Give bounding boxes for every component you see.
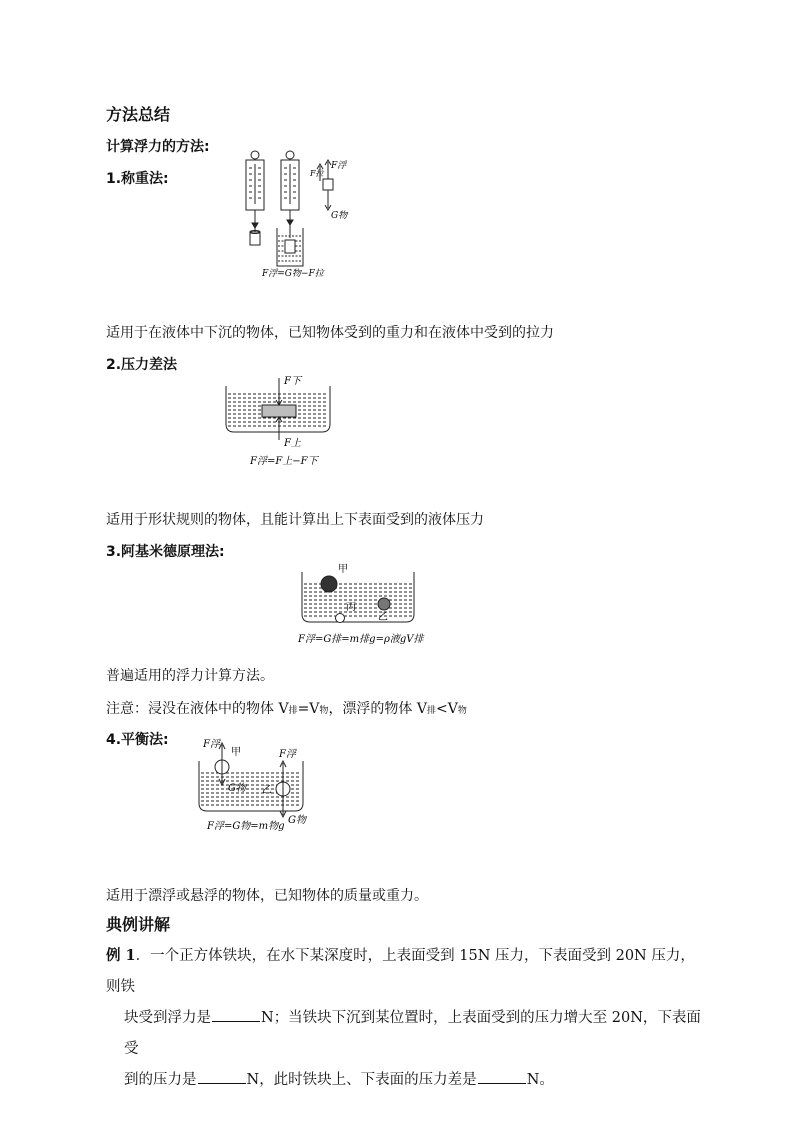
formula-weighing: F浮=G物−F拉 — [262, 269, 324, 279]
example-1-text-3c: N。 — [526, 1072, 554, 1088]
example-1-text-1: ．一个正方体铁块，在水下某深度时，上表面受到 15N 压力，下表面受到 20N 压力，则铁 — [106, 948, 695, 995]
equilibrium-diagram — [195, 733, 325, 838]
label-f-down: F下 — [284, 376, 301, 387]
label-ball-jia-2: 甲 — [231, 747, 241, 758]
attention-mid-3: <V — [436, 701, 458, 717]
formula-pressure-difference: F浮=F上−F下 — [250, 456, 318, 467]
spring-scale-1 — [246, 151, 264, 245]
answer-blank-3[interactable] — [478, 1069, 526, 1084]
weighing-method-diagram — [240, 148, 360, 288]
example-1 — [106, 940, 706, 1096]
answer-blank-1[interactable] — [212, 1007, 260, 1022]
label-ball-jia: 甲 — [338, 564, 348, 575]
subtitle: 计算浮力的方法: — [106, 139, 210, 155]
method-3-note: 普遍适用的浮力计算方法。 — [106, 668, 274, 684]
pressure-difference-diagram — [222, 372, 352, 472]
method-4-note: 适用于漂浮或悬浮的物体，已知物体的质量或重力。 — [106, 888, 428, 904]
spring-scale-2 — [277, 151, 303, 266]
example-1-text-3b: N，此时铁块上、下表面的压力差是 — [246, 1072, 477, 1088]
label-g-object-b: G物 — [288, 815, 306, 826]
method-1-label: 1.称重法: — [106, 171, 169, 187]
label-f-up: F上 — [284, 438, 301, 449]
archimedes-diagram — [296, 562, 436, 652]
label-g-object-a: G物 — [228, 783, 246, 794]
section-title: 方法总结 — [106, 105, 171, 124]
method-2-note: 适用于形状规则的物体，且能计算出上下表面受到的液体压力 — [106, 512, 484, 528]
attention-mid-2: ，漂浮的物体 V — [328, 701, 427, 717]
label-ball-yi-2: 乙 — [262, 785, 272, 796]
label-ball-bing: 丙 — [346, 602, 356, 613]
method-3-label: 3.阿基米德原理法: — [106, 544, 225, 560]
example-1-line-2 — [106, 1003, 706, 1065]
label-f-buoyant-1: F浮 — [331, 161, 347, 171]
sub-displaced-2: 排 — [427, 706, 437, 716]
examples-title: 典例讲解 — [106, 915, 171, 934]
label-f-buoyant-a: F浮 — [203, 739, 220, 750]
example-1-line-3 — [106, 1065, 706, 1096]
attention-note — [106, 698, 467, 718]
sub-displaced-1: 排 — [288, 706, 298, 716]
example-1-text-3a: 到的压力是 — [124, 1072, 197, 1088]
sub-object-2: 物 — [457, 706, 467, 716]
attention-mid-1: =V — [297, 701, 320, 717]
label-f-buoyant-b: F浮 — [279, 749, 296, 760]
example-1-text-2b: N；当铁块下沉到某位置时，上表面受到的压力增大至 20N，下表面受 — [124, 1010, 701, 1057]
example-1-text-2a: 块受到浮力是 — [124, 1010, 211, 1026]
formula-archimedes: F浮=G排=m排g=ρ液gV排 — [298, 634, 424, 645]
answer-blank-2[interactable] — [198, 1069, 246, 1084]
attention-prefix: 注意：浸没在液体中的物体 V — [106, 701, 289, 717]
formula-equilibrium: F浮=G物=m物g — [207, 821, 285, 832]
sub-object-1: 物 — [319, 706, 329, 716]
method-4-label: 4.平衡法: — [106, 732, 169, 748]
label-ball-yi: 乙 — [378, 612, 388, 623]
label-g-object-1: G物 — [331, 211, 348, 221]
label-f-pull: F拉 — [310, 169, 324, 178]
method-2-label: 2.压力差法 — [106, 357, 178, 373]
example-1-label: 例 1 — [106, 947, 136, 964]
example-1-line-1 — [106, 940, 706, 1003]
method-1-note: 适用于在液体中下沉的物体，已知物体受到的重力和在液体中受到的拉力 — [106, 325, 554, 341]
